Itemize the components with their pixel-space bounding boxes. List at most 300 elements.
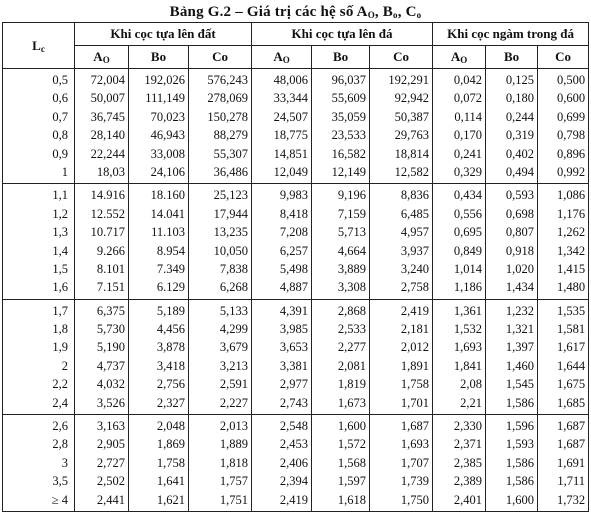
coefficient-value: 1,891 xyxy=(400,358,430,373)
coefficient-value: 1,586 xyxy=(505,474,535,489)
coefficient-value: 4,737 xyxy=(96,358,125,373)
coefficient-value: 1,693 xyxy=(400,437,430,452)
coefficient-value: 1,176 xyxy=(556,206,586,221)
coefficient-value: 0,556 xyxy=(453,206,483,221)
coefficient-value: 36,486 xyxy=(213,164,249,179)
coefficient-value: 1,644 xyxy=(556,358,586,373)
caption-text-b: , B xyxy=(374,4,394,20)
coefficient-value: 1,086 xyxy=(556,188,586,203)
coefficient-value: 2,012 xyxy=(400,340,430,355)
coefficient-value: 5,498 xyxy=(279,261,309,276)
coefficient-table xyxy=(2,22,589,512)
coefficient-value: 4,032 xyxy=(96,377,125,392)
header-a-label: A xyxy=(273,49,283,64)
coefficient-value: 1,600 xyxy=(505,492,535,507)
coefficient-value: 2,371 xyxy=(453,437,483,452)
coefficient-value: 0,849 xyxy=(453,243,483,258)
coefficient-value: 1,480 xyxy=(556,280,586,295)
coefficient-value: 12,582 xyxy=(394,164,430,179)
caption-sub-c: o xyxy=(416,10,422,20)
coefficient-value: 1,361 xyxy=(453,303,483,318)
header-c-embedded: Co xyxy=(538,46,589,69)
lc-value: 2 xyxy=(61,358,68,373)
value-cell xyxy=(312,299,370,414)
coefficient-value: 0,992 xyxy=(556,164,586,179)
value-cell xyxy=(252,415,312,512)
lc-value: 1,1 xyxy=(52,188,68,203)
coefficient-value: 192,026 xyxy=(144,73,185,87)
lc-value: 0,5 xyxy=(52,73,68,87)
value-cell xyxy=(129,299,189,414)
value-cell xyxy=(370,415,433,512)
coefficient-value: 7,838 xyxy=(219,261,249,276)
coefficient-value: 1,415 xyxy=(556,261,586,276)
coefficient-value: 6,268 xyxy=(219,280,249,295)
coefficient-value: 11.103 xyxy=(151,225,185,240)
coefficient-value: 3,240 xyxy=(400,261,430,276)
coefficient-value: 2,181 xyxy=(400,322,430,337)
header-group-rock: Khi cọc tựa lên đá xyxy=(252,23,433,46)
lc-value: 1 xyxy=(61,164,68,179)
coefficient-value: 0,807 xyxy=(505,225,535,240)
value-cell xyxy=(370,69,433,184)
coefficient-value: 16,582 xyxy=(331,146,367,161)
coefficient-value: 0,114 xyxy=(454,109,483,124)
coefficient-value: 18,775 xyxy=(273,128,309,143)
coefficient-value: 0,072 xyxy=(453,91,483,106)
coefficient-value: 3,937 xyxy=(400,243,430,258)
coefficient-value: 2,389 xyxy=(453,474,483,489)
coefficient-value: 0,500 xyxy=(556,73,586,87)
coefficient-value: 10.717 xyxy=(90,225,125,240)
coefficient-value: 0,042 xyxy=(453,73,483,87)
coefficient-value: 2,406 xyxy=(279,455,309,470)
coefficient-value: 1,535 xyxy=(556,303,586,318)
coefficient-value: 72,004 xyxy=(90,73,125,87)
coefficient-value: 3,878 xyxy=(156,340,185,355)
coefficient-value: 1,758 xyxy=(400,377,430,392)
coefficient-value: 7.349 xyxy=(156,261,185,276)
coefficient-value: 4,664 xyxy=(337,243,367,258)
coefficient-value: 4,456 xyxy=(156,322,185,337)
lc-value: 1,4 xyxy=(52,243,68,258)
coefficient-value: 7.151 xyxy=(96,280,125,295)
lc-cell xyxy=(3,299,75,414)
value-cell xyxy=(433,69,486,184)
coefficient-value: 6,375 xyxy=(96,303,125,318)
table-block-row xyxy=(3,415,589,512)
coefficient-value: 1,618 xyxy=(337,492,367,507)
coefficient-value: 9,983 xyxy=(279,188,309,203)
lc-value: 0,6 xyxy=(52,91,68,106)
value-cell xyxy=(312,69,370,184)
header-lc xyxy=(3,23,75,69)
coefficient-value: 1,750 xyxy=(400,492,430,507)
coefficient-value: 1,186 xyxy=(453,280,483,295)
coefficient-value: 3,889 xyxy=(337,261,367,276)
coefficient-value: 1,262 xyxy=(556,225,586,240)
coefficient-value: 1,701 xyxy=(400,395,430,410)
coefficient-value: 92,942 xyxy=(394,91,430,106)
coefficient-value: 10,050 xyxy=(213,243,249,258)
coefficient-value: 1,687 xyxy=(556,437,586,452)
coefficient-value: 1,596 xyxy=(505,419,535,434)
coefficient-value: 1,758 xyxy=(156,455,185,470)
coefficient-value: 4,391 xyxy=(279,303,309,318)
header-a-label: A xyxy=(450,49,461,64)
value-cell xyxy=(538,69,589,184)
coefficient-value: 576,243 xyxy=(207,73,249,87)
lc-value: 1,9 xyxy=(52,340,68,355)
coefficient-value: 5,190 xyxy=(96,340,125,355)
coefficient-value: 3,526 xyxy=(96,395,125,410)
header-group-soil: Khi cọc tựa lên đất xyxy=(75,23,252,46)
lc-value: 2,8 xyxy=(52,437,68,452)
coefficient-value: 18.160 xyxy=(150,188,185,203)
coefficient-value: 48,006 xyxy=(273,73,309,87)
coefficient-value: 1,581 xyxy=(556,322,586,337)
value-cell xyxy=(370,184,433,299)
coefficient-value: 2,081 xyxy=(337,358,367,373)
header-lc-label: L xyxy=(32,37,41,53)
coefficient-value: 150,278 xyxy=(207,109,249,124)
coefficient-value: 17,944 xyxy=(213,206,249,221)
coefficient-value: 3,418 xyxy=(156,358,185,373)
coefficient-value: 3,308 xyxy=(337,280,367,295)
coefficient-value: 1,600 xyxy=(337,419,367,434)
coefficient-value: 1,687 xyxy=(400,419,430,434)
coefficient-value: 0,695 xyxy=(453,225,483,240)
value-cell xyxy=(433,415,486,512)
header-b-soil: Bo xyxy=(129,46,189,69)
header-a-soil xyxy=(75,46,129,69)
coefficient-value: 6.129 xyxy=(156,280,185,295)
header-a-rock xyxy=(252,46,312,69)
value-cell xyxy=(189,69,252,184)
coefficient-value: 7,159 xyxy=(337,206,367,221)
coefficient-value: 111,149 xyxy=(145,91,185,106)
coefficient-value: 1,232 xyxy=(505,303,535,318)
coefficient-value: 0,319 xyxy=(505,128,535,143)
lc-value: 3,5 xyxy=(52,474,68,489)
coefficient-value: 1,751 xyxy=(219,492,249,507)
coefficient-value: 2,013 xyxy=(219,419,249,434)
coefficient-value: 2,502 xyxy=(96,474,125,489)
header-a-sub: O xyxy=(102,55,110,65)
coefficient-value: 1,434 xyxy=(505,280,535,295)
coefficient-value: 0,329 xyxy=(453,164,483,179)
caption-sub-a: O xyxy=(367,10,375,20)
header-a-sub: O xyxy=(282,55,290,65)
coefficient-value: 3,213 xyxy=(219,358,249,373)
table-block-row xyxy=(3,69,589,184)
value-cell xyxy=(312,184,370,299)
coefficient-value: 2,756 xyxy=(156,377,185,392)
coefficient-value: 88,279 xyxy=(213,128,249,143)
coefficient-value: 1,586 xyxy=(505,455,535,470)
coefficient-value: 1,545 xyxy=(505,377,535,392)
coefficient-value: 5,713 xyxy=(337,225,367,240)
coefficient-value: 0,402 xyxy=(505,146,535,161)
value-cell xyxy=(129,415,189,512)
coefficient-value: 0,170 xyxy=(453,128,483,143)
value-cell xyxy=(433,184,486,299)
value-cell xyxy=(189,299,252,414)
coefficient-value: 1,687 xyxy=(556,419,586,434)
lc-cell xyxy=(3,415,75,512)
coefficient-value: 2,977 xyxy=(279,377,309,392)
coefficient-value: 1,321 xyxy=(505,322,535,337)
coefficient-value: 1,572 xyxy=(337,437,367,452)
coefficient-value: 36,745 xyxy=(90,109,125,124)
value-cell xyxy=(75,415,129,512)
coefficient-value: 2,548 xyxy=(279,419,309,434)
coefficient-value: 3,985 xyxy=(279,322,309,337)
coefficient-value: 0,798 xyxy=(556,128,586,143)
coefficient-value: 96,037 xyxy=(331,73,367,87)
lc-cell xyxy=(3,69,75,184)
value-cell xyxy=(189,184,252,299)
coefficient-value: 2,21 xyxy=(460,395,483,410)
value-cell xyxy=(189,415,252,512)
coefficient-value: 1,711 xyxy=(557,474,586,489)
coefficient-value: 25,123 xyxy=(213,188,249,203)
value-cell xyxy=(486,299,538,414)
value-cell xyxy=(538,415,589,512)
caption-text: Bảng G.2 – Giá trị các hệ số A xyxy=(169,4,368,20)
coefficient-value: 0,434 xyxy=(453,188,483,203)
coefficient-value: 9,196 xyxy=(337,188,367,203)
coefficient-value: 8.954 xyxy=(156,243,185,258)
coefficient-value: 55,307 xyxy=(213,146,249,161)
header-a-label: A xyxy=(93,49,103,64)
coefficient-value: 192,291 xyxy=(388,73,430,87)
coefficient-value: 1,397 xyxy=(505,340,535,355)
coefficient-value: 55,609 xyxy=(331,91,367,106)
coefficient-value: 1,739 xyxy=(400,474,430,489)
coefficient-value: 2,048 xyxy=(156,419,185,434)
coefficient-value: 1,693 xyxy=(453,340,483,355)
coefficient-value: 8,418 xyxy=(279,206,309,221)
coefficient-value: 2,394 xyxy=(279,474,309,489)
header-row-columns xyxy=(3,46,589,69)
coefficient-value: 8.101 xyxy=(96,261,125,276)
value-cell xyxy=(75,184,129,299)
coefficient-value: 1,841 xyxy=(453,358,483,373)
lc-value: 1,2 xyxy=(52,206,68,221)
coefficient-value: 50,007 xyxy=(90,91,125,106)
coefficient-value: 18,03 xyxy=(96,164,125,179)
coefficient-value: 1,707 xyxy=(400,455,430,470)
coefficient-value: 1,617 xyxy=(556,340,586,355)
table-body xyxy=(3,69,589,512)
lc-value: 0,8 xyxy=(52,128,68,143)
coefficient-value: 3,679 xyxy=(219,340,249,355)
lc-value: ≥ 4 xyxy=(51,492,68,507)
caption-text-c: , C xyxy=(397,4,417,20)
lc-value: 1,6 xyxy=(52,280,68,295)
coefficient-value: 22,244 xyxy=(90,146,125,161)
coefficient-value: 0,896 xyxy=(556,146,586,161)
coefficient-value: 12,049 xyxy=(273,164,309,179)
value-cell xyxy=(75,299,129,414)
coefficient-value: 12.552 xyxy=(90,206,125,221)
coefficient-value: 5,133 xyxy=(219,303,249,318)
coefficient-value: 2,591 xyxy=(219,377,249,392)
lc-value: 3 xyxy=(61,455,68,470)
coefficient-value: 1,757 xyxy=(219,474,249,489)
coefficient-value: 2,401 xyxy=(453,492,483,507)
lc-value: 2,6 xyxy=(52,419,68,434)
value-cell xyxy=(486,184,538,299)
coefficient-value: 2,905 xyxy=(96,437,125,452)
header-c-rock: Co xyxy=(370,46,433,69)
coefficient-value: 1,020 xyxy=(505,261,535,276)
value-cell xyxy=(370,299,433,414)
coefficient-value: 278,069 xyxy=(207,91,249,106)
coefficient-value: 2,727 xyxy=(96,455,125,470)
coefficient-value: 3,381 xyxy=(279,358,309,373)
coefficient-value: 29,763 xyxy=(394,128,430,143)
value-cell xyxy=(252,69,312,184)
coefficient-value: 2,743 xyxy=(279,395,309,410)
coefficient-value: 1,586 xyxy=(505,395,535,410)
coefficient-value: 0,180 xyxy=(505,91,535,106)
coefficient-value: 8,836 xyxy=(400,188,430,203)
coefficient-value: 24,106 xyxy=(150,164,185,179)
coefficient-value: 46,943 xyxy=(150,128,185,143)
coefficient-value: 70,023 xyxy=(150,109,185,124)
lc-value: 1,8 xyxy=(52,322,68,337)
coefficient-value: 2,758 xyxy=(400,280,430,295)
coefficient-value: 14,851 xyxy=(273,146,309,161)
coefficient-value: 14.916 xyxy=(90,188,125,203)
coefficient-value: 18,814 xyxy=(394,146,430,161)
coefficient-value: 2,227 xyxy=(219,395,249,410)
coefficient-value: 1,691 xyxy=(556,455,586,470)
coefficient-value: 1,593 xyxy=(505,437,535,452)
header-a-sub: O xyxy=(460,55,468,65)
coefficient-value: 1,819 xyxy=(337,377,367,392)
coefficient-value: 0,699 xyxy=(556,109,586,124)
value-cell xyxy=(312,415,370,512)
coefficient-value: 0,241 xyxy=(453,146,483,161)
coefficient-value: 3,163 xyxy=(96,419,125,434)
lc-value: 1,5 xyxy=(52,261,68,276)
coefficient-value: 2,868 xyxy=(337,303,367,318)
coefficient-value: 1,641 xyxy=(156,474,185,489)
coefficient-value: 1,732 xyxy=(556,492,586,507)
coefficient-value: 1,818 xyxy=(219,455,249,470)
coefficient-value: 33,344 xyxy=(273,91,309,106)
coefficient-value: 2,277 xyxy=(337,340,367,355)
coefficient-value: 14.041 xyxy=(150,206,185,221)
coefficient-value: 1,685 xyxy=(556,395,586,410)
value-cell xyxy=(252,299,312,414)
coefficient-value: 2,453 xyxy=(279,437,309,452)
value-cell xyxy=(129,69,189,184)
coefficient-value: 1,460 xyxy=(505,358,535,373)
coefficient-value: 23,533 xyxy=(331,128,367,143)
coefficient-value: 1,532 xyxy=(453,322,483,337)
coefficient-value: 0,494 xyxy=(505,164,535,179)
value-cell xyxy=(538,184,589,299)
value-cell xyxy=(252,184,312,299)
coefficient-value: 2,441 xyxy=(96,492,125,507)
value-cell xyxy=(486,69,538,184)
coefficient-value: 0,918 xyxy=(505,243,535,258)
coefficient-value: 33,008 xyxy=(150,146,185,161)
header-row-groups xyxy=(3,23,589,46)
header-a-embedded xyxy=(433,46,486,69)
coefficient-value: 50,387 xyxy=(394,109,430,124)
coefficient-value: 4,887 xyxy=(279,280,309,295)
table-block-row xyxy=(3,299,589,414)
coefficient-value: 0,698 xyxy=(505,206,535,221)
coefficient-value: 1,342 xyxy=(556,243,586,258)
coefficient-value: 28,140 xyxy=(90,128,125,143)
coefficient-value: 35,059 xyxy=(331,109,367,124)
value-cell xyxy=(538,299,589,414)
coefficient-value: 2,330 xyxy=(453,419,483,434)
lc-value: 1,3 xyxy=(52,225,68,240)
value-cell xyxy=(75,69,129,184)
coefficient-value: 2,419 xyxy=(279,492,309,507)
coefficient-value: 7,208 xyxy=(279,225,309,240)
header-c-soil: Co xyxy=(189,46,252,69)
coefficient-value: 24,507 xyxy=(273,109,309,124)
value-cell xyxy=(433,299,486,414)
coefficient-value: 5,189 xyxy=(156,303,185,318)
coefficient-value: 1,621 xyxy=(156,492,185,507)
table-block-row xyxy=(3,184,589,299)
lc-value: 0,7 xyxy=(52,109,68,124)
header-b-rock: Bo xyxy=(312,46,370,69)
coefficient-value: 1,869 xyxy=(156,437,185,452)
coefficient-value: 1,014 xyxy=(453,261,483,276)
value-cell xyxy=(486,415,538,512)
header-b-embedded: Bo xyxy=(486,46,538,69)
lc-cell xyxy=(3,184,75,299)
coefficient-value: 1,673 xyxy=(337,395,367,410)
coefficient-value: 4,957 xyxy=(400,225,430,240)
header-group-embedded: Khi cọc ngàm trong đá xyxy=(433,23,589,46)
coefficient-value: 0,244 xyxy=(505,109,535,124)
coefficient-value: 0,593 xyxy=(505,188,535,203)
coefficient-value: 1,675 xyxy=(556,377,586,392)
coefficient-value: 1,889 xyxy=(219,437,249,452)
coefficient-value: 4,299 xyxy=(219,322,249,337)
coefficient-value: 13,235 xyxy=(213,225,249,240)
coefficient-value: 2,08 xyxy=(460,377,483,392)
coefficient-value: 6,485 xyxy=(400,206,430,221)
lc-value: 0,9 xyxy=(52,146,68,161)
coefficient-value: 2,419 xyxy=(400,303,430,318)
coefficient-value: 0,125 xyxy=(505,73,535,87)
coefficient-value: 6,257 xyxy=(279,243,309,258)
coefficient-value: 2,385 xyxy=(453,455,483,470)
coefficient-value: 5,730 xyxy=(96,322,125,337)
coefficient-value: 3,653 xyxy=(279,340,309,355)
lc-value: 1,7 xyxy=(52,303,68,318)
header-lc-sub: c xyxy=(40,43,45,54)
caption-sub-b: o xyxy=(393,10,398,20)
coefficient-value: 1,597 xyxy=(337,474,367,489)
coefficient-value: 9.266 xyxy=(96,243,125,258)
coefficient-value: 2,327 xyxy=(156,395,185,410)
value-cell xyxy=(129,184,189,299)
coefficient-value: 12,149 xyxy=(331,164,367,179)
